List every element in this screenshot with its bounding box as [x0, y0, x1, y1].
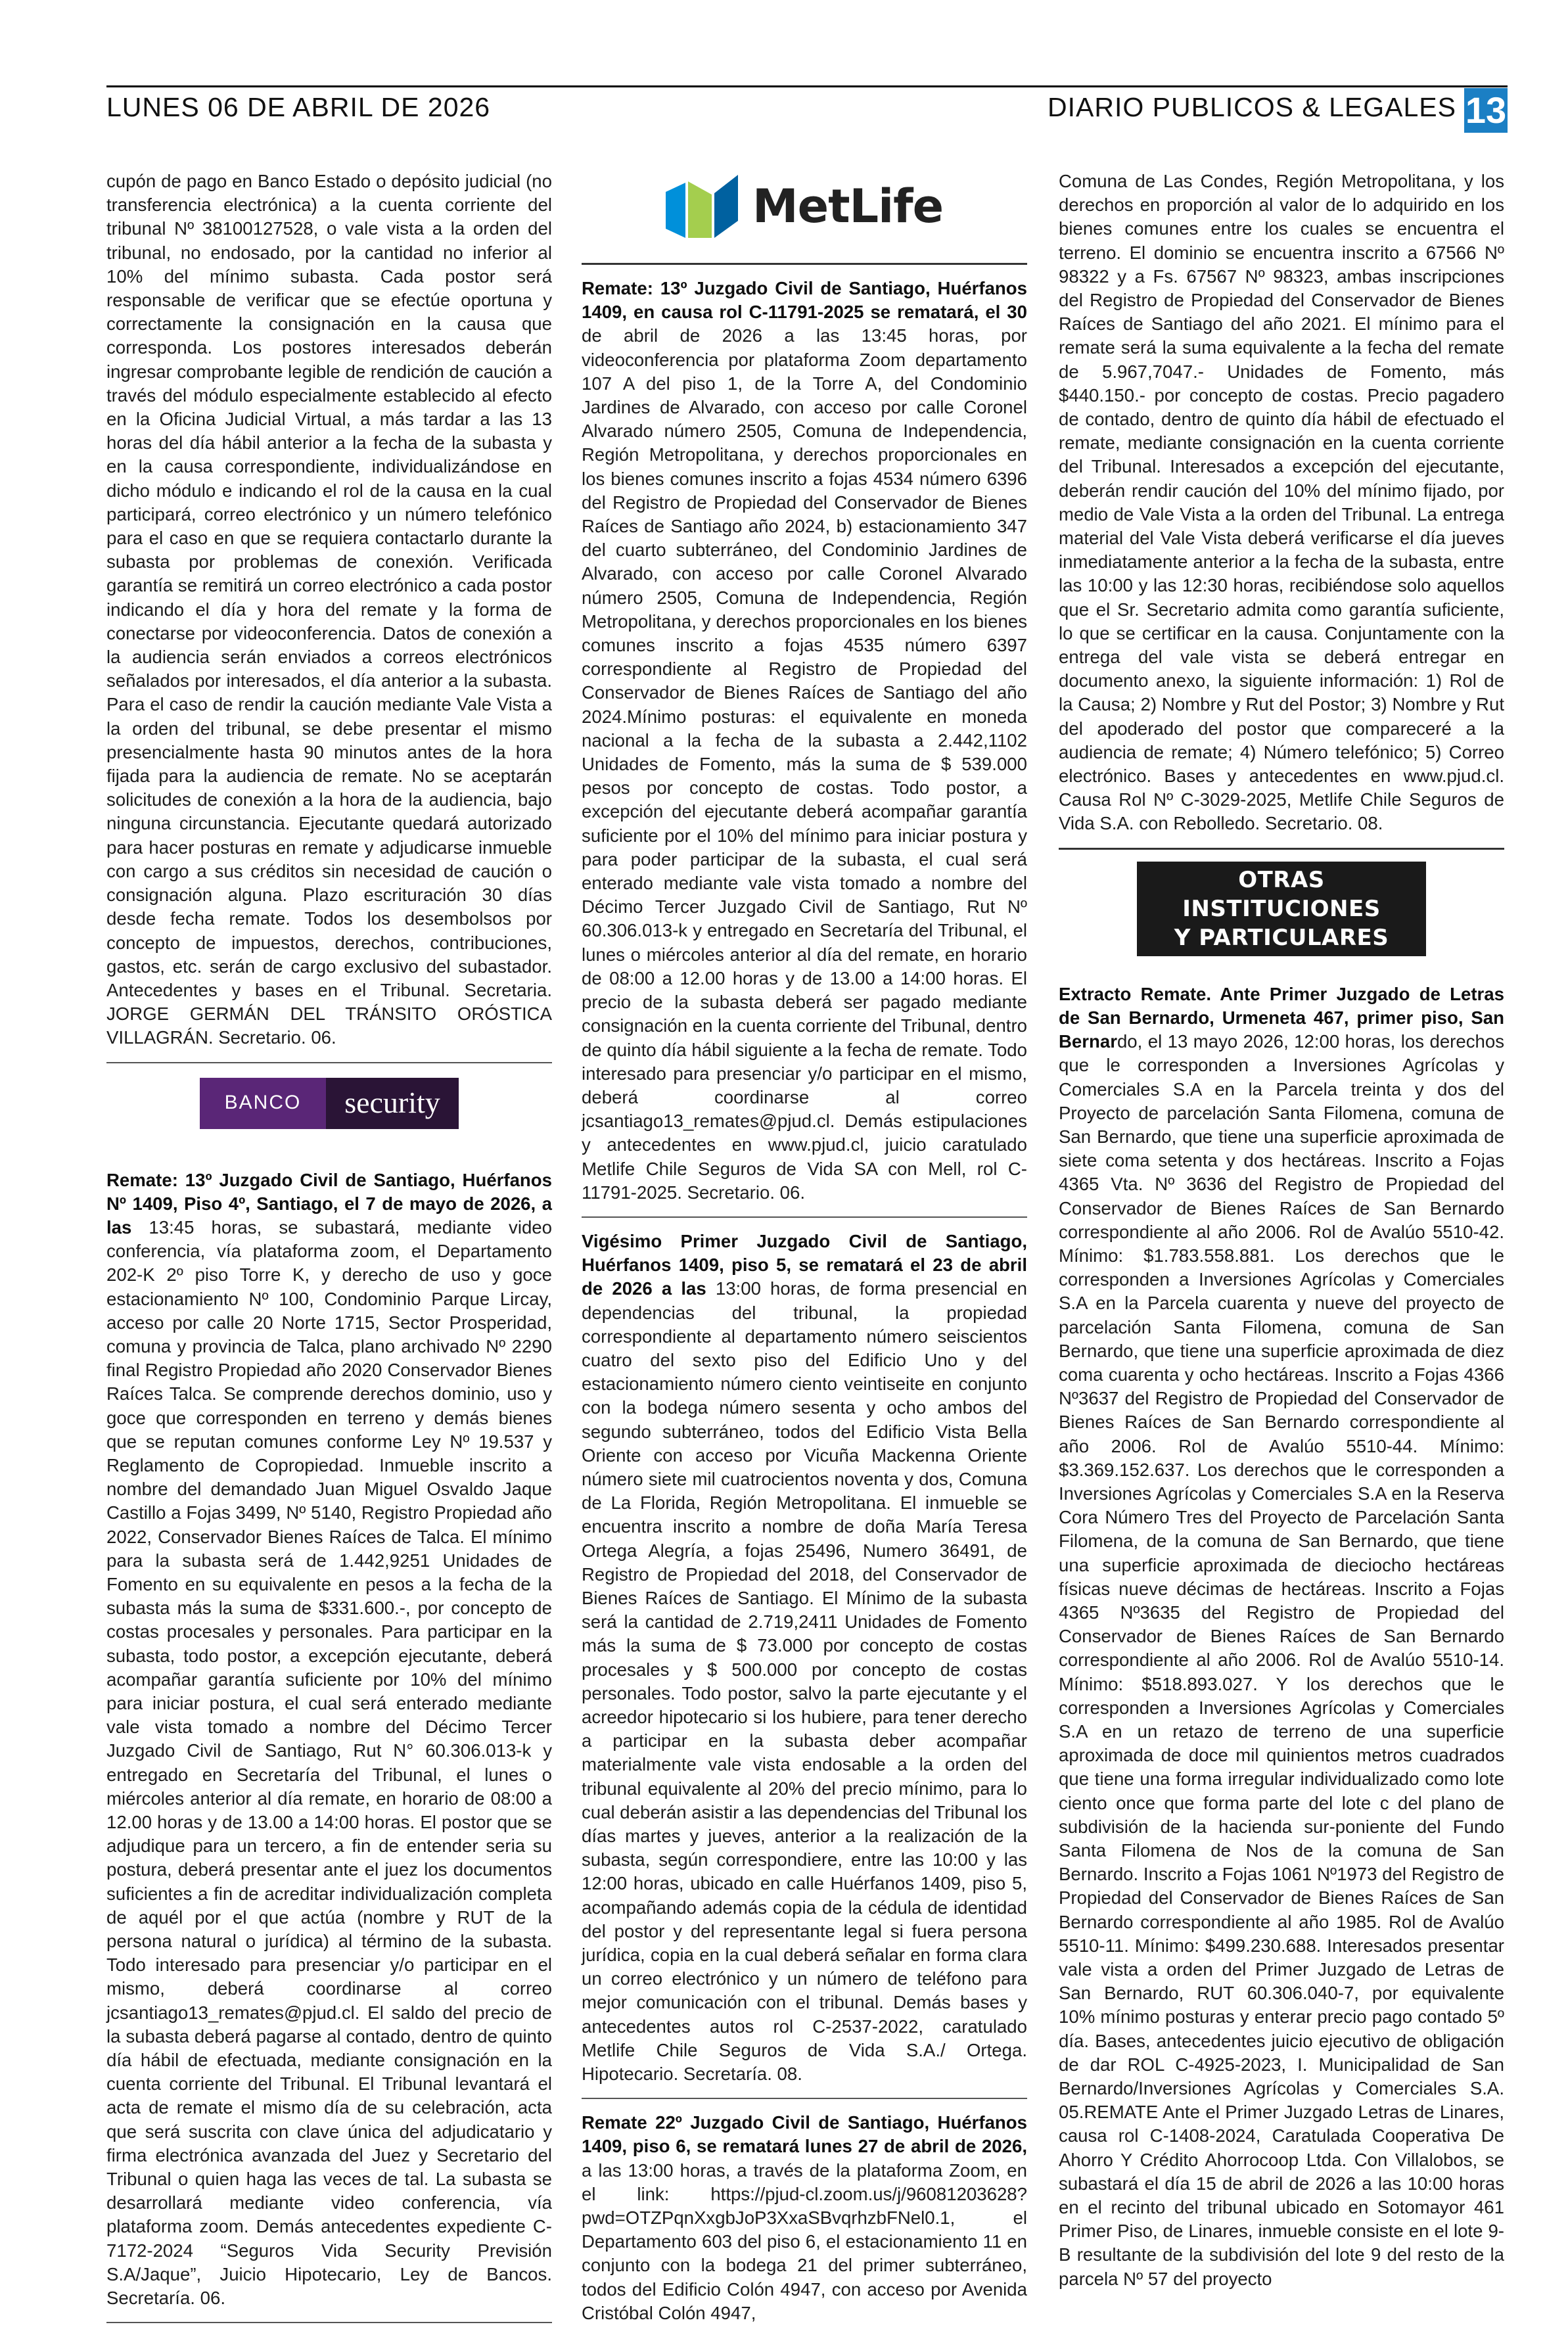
- section-banner: [1137, 862, 1426, 956]
- header-rule: [106, 85, 1508, 87]
- divider: [106, 1062, 552, 1063]
- notice-heading: Vigésimo Primer Juzgado Civil de Santiago, Huérfanos 1409, piso 5, se rematará el 23 de abril de 2026 a las: [582, 1230, 1027, 1299]
- notice-heading: Extracto Remate. Ante Primer Juzgado de Letras de San Bernardo, Urmeneta 467, primer piso, San Bernar: [1059, 983, 1504, 1052]
- section-banner-line-2: Y PARTICULARES: [1174, 924, 1389, 951]
- column-2: [582, 170, 1027, 2325]
- notice-body: 13:45 horas, se subastará, mediante video conferencia, vía plataforma zoom, el Departamento 202-K 2º piso Torre K, y derecho de uso y goce estacionamiento Nº 100, Condominio Parque Lircay, acceso por calle 20 Norte 1715, Sector Prosperidad, comuna y provincia de Talca, plano archivado Nº 2290 final Registro Propiedad año 2020 Conservador Bienes Raíces Talca. Se comprende derechos dominio, uso y goce que corresponden en terreno y demás bienes que se reputan comunes conforme Ley Nº 19.537 y Reglamento de Copropiedad. Inmueble inscrito a nombre del demandado Juan Miguel Osvaldo Jaque Castillo a Fojas 3499, Nº 5140, Registro Propiedad año 2022, Conservador Bienes Raíces de Talca. El mínimo para la subasta será de 1.442,9251 Unidades de Fomento en su equivalente en pesos a la fecha de la subasta más la suma de $331.600.-, por concepto de costas procesales y personales. Para participar en la subasta, todo postor, a excepción ejecutante, deberá acompañar garantía suficiente por 10% del mínimo para iniciar postura, el cual será enterado mediante vale vista tomado a nombre del Décimo Tercer Juzgado Civil de Santiago, Rut N° 60.306.013-k y entregado en Secretaría del Tribunal, el lunes o miércoles anterior al día remate, en horario de 08:00 a 12.00 horas y de 13.00 a 14:00 horas. El postor que se adjudique para un tercero, a fin de entender seria su postura, deberá presentar ante el juez los documentos suficientes a fin de acreditar individualización completa de aquél por el que actúa (nombre y RUT de la persona natural o jurídica) al término de la subasta. Todo interesado para presenciar y/o participar en el mismo, deberá coordinarse al correo jcsantiago13_remates@pjud.cl. El saldo del precio de la subasta deberá pagarse al contado, dentro de quinto día hábil de efectuada, mediante consignación en la cuenta corriente del Tribunal. El Tribunal levantará el acta de remate el mismo día de su celebración, acta que será suscrita con clave única del adjudicatario y firma electrónica avanzada del Juez y Secretario del Tribunal o quien haga las veces de tal. La subasta se desarrollará mediante video conferencia, vía plataforma zoom. Demás antecedentes expediente C-7172-2024 “Seguros Vida Security Previsión S.A/Jaque”, Juicio Hipotecario, Ley de Bancos. Secretaría. 06.: [106, 1216, 552, 2309]
- column-3: [1059, 170, 1504, 2291]
- paper-name: DIARIO PUBLICOS & LEGALES: [1048, 92, 1456, 122]
- section-banner-line-1: OTRAS INSTITUCIONES: [1182, 866, 1381, 922]
- notice-body: a las 13:00 horas, a través de la plataforma Zoom, en el link: https://pjud-cl.zoom.us/j/96081203628?pwd=OTZPqnXxgbJoP3XxaSBvqrhzbFNel0.1, el Departamento 603 del piso 6, el estacionamiento 11 en conjunto con la bodega 21 del primer subterráneo, todos del Edificio Colón 4947, con acceso por Avenida Cristóbal Colón 4947,: [582, 2160, 1027, 2323]
- continued-notice: Comuna de Las Condes, Región Metropolitana, y los derechos en proporción al valor de lo adquirido en los bienes comunes entre los cuales se encuentra el terreno. El dominio se encuentra inscrito a 67566 Nº 98322 y a Fs. 67567 Nº 98323, ambas inscripciones del Registro de Propiedad del Conservador de Bienes Raíces de Santiago del año 2021. El mínimo para el remate será la suma equivalente a la fecha del remate de 5.967,7047.- Unidades de Fomento, más $440.150.- por concepto de costas. Precio pagadero de contado, dentro de quinto día hábil de efectuado el remate, mediante consignación en la cuenta corriente del Tribunal. Interesados a excepción del ejecutante, deberán rendir caución del 10% del mínimo fijado, por medio de Vale Vista a la orden del Tribunal. La entrega material del Vale Vista deberá verificarse el día jueves inmediatamente anterior a la fecha de la subasta, entre las 10:00 y las 12:30 horas, recibiéndose solo aquellos que el Sr. Secretario admita como garantía suficiente, lo que se certificar en la causa. Conjuntamente con la entrega del vale vista se deberá entregar en documento anexo, la siguiente información: 1) Rol de la Causa; 2) Nombre y Rut del Postor; 3) Nombre y Rut del apoderado del postor que compareceré a la audiencia de remate; 4) Número telefónico; 5) Correo electrónico. Bases y antecedentes en www.pjud.cl. Causa Rol Nº C-3029-2025, Metlife Chile Seguros de Vida S.A. con Rebolledo. Secretario. 08.: [1059, 171, 1504, 834]
- page-header: [106, 78, 1508, 141]
- logo-security-text: security: [326, 1078, 459, 1129]
- logo-banco-text: BANCO: [200, 1078, 326, 1129]
- metlife-wordmark: MetLife: [752, 179, 944, 233]
- issue-date: LUNES 06 DE ABRIL DE 2026: [106, 92, 491, 122]
- page-number: 13: [1464, 88, 1508, 133]
- notice-heading: Remate: 13º Juzgado Civil de Santiago, Huérfanos 1409, en causa rol C-11791-2025 se rematará, el 30: [582, 278, 1027, 323]
- divider: [582, 1216, 1027, 1218]
- column-1: [106, 170, 552, 2335]
- notice-body: do, el 13 mayo 2026, 12:00 horas, los derechos que le corresponden a Inversiones Agrícolas y Comerciales S.A en la Parcela treinta y dos del Proyecto de parcelación Santa Filomena, comuna de San Bernardo, que tiene una superficie aproximada de siete coma setenta y dos hectáreas. Inscrito a Fojas 4365 Vta. Nº 3636 del Registro de Propiedad del Conservador de Bienes Raíces de San Bernardo correspondiente al año 2006. Rol de Avalúo 5510-42. Mínimo: $1.783.558.881. Los derechos que le corresponden a Inversiones Agrícolas y Comerciales S.A en la Parcela cuarenta y nueve del proyecto de parcelación Santa Filomena, comuna de San Bernardo, que tiene una superficie aproximada de diez coma cuarenta y ocho hectáreas. Inscrito a Fojas 4366 Nº3637 del Registro de Propiedad del Conservador de Bienes Raíces de San Bernardo correspondiente al año 2006. Rol de Avalúo 5510-44. Mínimo: $3.369.152.637. Los derechos que le corresponden a Inversiones Agrícolas y Comerciales S.A en la Reserva Cora Número Tres del Proyecto de Parcelación Santa Filomena, de la comuna de San Bernardo, que tiene una superficie aproximada de dieciocho hectáreas físicas nueve décimas de hectáreas. Inscrito a Fojas 4365 Nº3635 del Registro de Propiedad del Conservador de Bienes Raíces de San Bernardo correspondiente al año 2006. Rol de Avalúo 5510-14. Mínimo: $518.893.027. Y los derechos que le corresponden a Inversiones Agrícolas y Comerciales S.A en un retazo de terreno de una superficie aproximada de doce mil quinientos metros cuadrados que tiene una forma irregular individualizado como lote ciento once que forma parte del lote c del plano de subdivisión de la hacienda sur-poniente del Fundo Santa Filomena de Nos de la comuna de San Bernardo. Inscrito a Fojas 1061 Nº1973 del Registro de Propiedad del Conservador de Bienes Raíces de San Bernardo correspondiente al año 1985. Rol de Avalúo 5510-11. Mínimo: $499.230.688. Interesados presentar vale vista a orden del Primer Juzgado de Letras de San Bernardo, RUT 60.306.040-7, por equivalente 10% mínimo posturas y enterar precio pago contado 5º día. Bases, antecedentes juicio ejecutivo de obligación de dar ROL C-4925-2023, I. Municipalidad de San Bernardo/Inversiones Agrícolas y Comerciales S.A. 05.REMATE Ante el Primer Juzgado Letras de Linares, causa rol C-1408-2024, Caratulada Cooperativa De Ahorro Y Crédito Ahorrocoop Ltda. Con Villalobos, se subastará el día 15 de abril de 2026 a las 10:00 horas en el recinto del tribunal ubicado en Sotomayor 461 Primer Piso, de Linares, inmueble consiste en el lote 9-B resultante de la subdivisión del lote 9 del resto de la parcela Nº 57 del proyecto: [1059, 1031, 1504, 2289]
- metlife-logo: [582, 173, 1027, 239]
- continued-notice: cupón de pago en Banco Estado o depósito judicial (no transferencia electrónica) a la cuenta corriente del tribunal Nº 38100127528, o vale vista a la orden del tribunal, no endosado, por la cantidad no inferior al 10% del mínimo subasta. Cada postor será responsable de verificar que se efectúe oportuna y correctamente la consignación en la causa que corresponda. Los postores interesados deberán ingresar comprobante legible de rendición de caución a través del módulo especialmente establecido al efecto en la Oficina Judicial Virtual, a más tardar a las 13 horas del día hábil anterior a la fecha de la subasta y en la causa correspondiente, individualizándose en dicho módulo e indicando el rol de la causa en la cual participará, correo electrónico y un número telefónico para el caso en que se requiera contactarlo durante la subasta por problemas de conexión. Verificada garantía se remitirá un correo electrónico a cada postor indicando el día y hora del remate y la forma de conectarse por videoconferencia. Datos de conexión a la audiencia serán enviados a correos electrónicos señalados por interesados, el día anterior a la subasta. Para el caso de rendir la caución mediante Vale Vista a la orden del tribunal, se debe presentar el mismo presencialmente hasta 90 minutos antes de la hora fijada para la audiencia de remate. No se aceptarán solicitudes de conexión a la hora de la audiencia, bajo ninguna circunstancia. Ejecutante quedará autorizado para hacer posturas en remate y adjudicarse inmueble con cargo a sus créditos sin necesidad de caución o consignación alguna. Plazo escrituración 30 días desde fecha remate. Todos los desembolsos por concepto de impuestos, derechos, contribuciones, gastos, etc. serán de cargo exclusivo del subastador. Antecedentes y bases en el Tribunal. Secretaria. JORGE GERMÁN DEL TRÁNSITO ORÓSTICA VILLAGRÁN. Secretario. 06.: [106, 171, 553, 1048]
- divider: [106, 2322, 552, 2323]
- banco-security-logo: [106, 1078, 552, 1129]
- notice-body: 13:00 horas, de forma presencial en dependencias del tribunal, la propiedad correspondiente al departamento número seiscientos cuatro del sexto piso del Edificio Uno y del estacionamiento número ciento veintiseite en conjunto con la bodega número sesenta y ocho ambos del segundo subterráneo, todos del Edificio Vista Bella Oriente con acceso por Vicuña Mackenna Oriente número siete mil cuatrocientos noventa y dos, Comuna de La Florida, Región Metropolitana. El inmueble se encuentra inscrito a nombre de doña María Teresa Ortega Alegría, a fojas 25496, Numero 36491, de Registro de Propiedad del 2018, del Conservador de Bienes Raíces de Santiago. El Mínimo de la subasta será la cantidad de 2.719,2411 Unidades de Fomento más la suma de $ 73.000 por concepto de costas procesales y $ 500.000 por concepto de costas personales. Todo postor, salvo la parte ejecutante y el acreedor hipotecario si los hubiere, para tener derecho a participar en la subasta deber acompañar materialmente vale vista endosable a la orden del tribunal equivalente al 20% del precio mínimo, para lo cual deberán asistir a las dependencias del Tribunal los días martes y jueves, anterior a la realización de la subasta, según correspondiere, entre las 10:00 y las 12:00 horas, ubicado en calle Huérfanos 1409, piso 5, acompañando además copia de la cédula de identidad del postor y del representante legal si fuera persona jurídica, copia en la cual deberá señalar en forma clara un correo electrónico y un número de teléfono para mejor comunicación con el tribunal. Demás bases y antecedentes autos rol C-2537-2022, caratulado Metlife Chile Seguros de Vida S.A./ Ortega. Hipotecario. Secretaría. 08.: [582, 1278, 1028, 2085]
- divider: [1059, 848, 1504, 850]
- legal-notice: [106, 1168, 552, 2311]
- notice-body: de abril de 2026 a las 13:45 horas, por videoconferencia por plataforma Zoom departamento 107 A del piso 1, de la Torre A, del Condominio Jardines de Alvarado, con acceso por calle Coronel Alvarado número 2505, Comuna de Independencia, Región Metropolitana, y derechos proporcionales en los bienes comunes inscrito a fojas 4534 número 6396 del Registro de Propiedad del Conservador de Bienes Raíces de Santiago año 2024, b) estacionamiento 347 del cuarto subterráneo, del Condominio Jardines de Alvarado, con acceso por calle Coronel Alvarado número 2505, Comuna de Independencia, Región Metropolitana, y derechos proporcionales en los bienes comunes inscrito a fojas 4535 número 6397 correspondiente al Registro de Propiedad del Conservador de Bienes Raíces de Santiago del año 2024.Mínimo posturas: el equivalente en moneda nacional a la fecha de la subasta a 2.442,1102 Unidades de Fomento, más la suma de $ 539.000 pesos por concepto de costas. Todo postor, a excepción del ejecutante deberá acompañar garantía suficiente por el 10% del mínimo para iniciar postura y para poder participar de la subasta, el cual será enterado mediante vale vista tomado a nombre del Décimo Tercer Juzgado Civil de Santiago, Rut Nº 60.306.013-k y entregado en Secretaría del Tribunal, el lunes o miércoles anterior al día del remate, en horario de 08:00 a 12.00 horas y de 13.00 a 14:00 horas. El precio de la subasta deberá ser pagado mediante consignación en la cuenta corriente del Tribunal, dentro de quinto día hábil siguiente a la fecha de remate. Todo interesado para presenciar y/o participar en el mismo, deberá coordinarse al correo jcsantiago13_remates@pjud.cl. Demás estipulaciones y antecedentes en www.pjud.cl, juicio caratulado Metlife Chile Seguros de Vida SA con Mell, rol C-11791-2025. Secretario. 06.: [582, 325, 1028, 1203]
- notice-heading: Remate 22º Juzgado Civil de Santiago, Huérfanos 1409, piso 6, se rematará lunes 27 de abril de 2026,: [582, 2112, 1027, 2157]
- legal-notice: [582, 2111, 1027, 2325]
- legal-notice: [582, 1230, 1027, 2086]
- legal-notice: [1059, 983, 1504, 2291]
- divider: [582, 263, 1027, 265]
- legal-notice: [582, 277, 1027, 1205]
- divider: [582, 2098, 1027, 2099]
- metlife-mark-icon: [666, 175, 738, 238]
- notice-heading: Remate: 13º Juzgado Civil de Santiago, Huérfanos Nº 1409, Piso 4º, Santiago, el 7 de mayo de 2026, a las: [106, 1169, 552, 1237]
